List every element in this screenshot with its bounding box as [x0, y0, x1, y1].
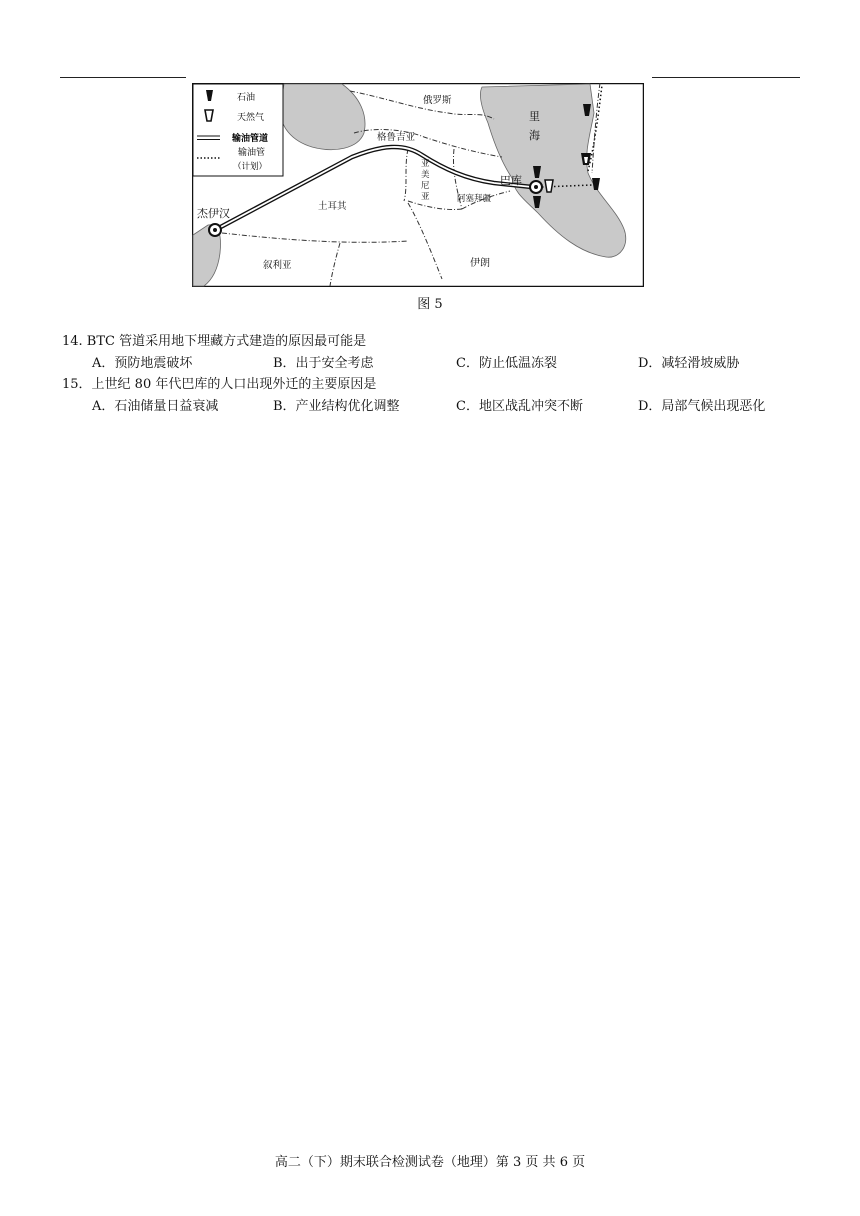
label-caspian-1: 里 [529, 110, 540, 123]
page-footer: 高二（下）期末联合检测试卷（地理）第 3 页 共 6 页 [274, 1155, 586, 1170]
legend-pipeline-label: 输油管道 [232, 134, 269, 144]
label-iran: 伊朗 [470, 258, 490, 269]
label-georgia: 格鲁吉亚 [377, 132, 416, 143]
question-14-option-c: C．防止低温冻裂 [456, 356, 557, 371]
question-14-option-a: A．预防地震破坏 [92, 356, 193, 371]
label-caspian-2: 海 [529, 129, 540, 142]
question-14-option-b: B．出于安全考虑 [273, 356, 374, 371]
label-armenia-1: 亚 [421, 159, 430, 169]
label-russia: 俄罗斯 [423, 95, 452, 106]
baku-marker [530, 181, 542, 193]
header-rule-right [652, 77, 800, 78]
question-14-option-d: D．减轻滑坡威胁 [638, 356, 740, 371]
label-turkey: 土耳其 [318, 201, 347, 212]
label-armenia-3: 尼 [421, 181, 430, 191]
question-15-option-b: B．产业结构优化调整 [273, 399, 400, 414]
header-rule-left [60, 77, 186, 78]
label-baku: 巴库 [500, 174, 522, 187]
label-ceyhan: 杰伊汉 [197, 207, 230, 220]
question-15-option-c: C．地区战乱冲突不断 [456, 399, 583, 414]
legend-gas-label: 天然气 [237, 113, 265, 123]
label-armenia-4: 亚 [421, 192, 430, 202]
gas-symbol [545, 180, 553, 192]
legend-gas-icon [205, 110, 213, 121]
question-15-option-a: A．石油储量日益衰减 [92, 399, 219, 414]
label-armenia-2: 美 [421, 170, 430, 180]
ceyhan-marker [209, 224, 221, 236]
label-syria: 叙利亚 [263, 260, 292, 271]
label-azerbaijan: 阿塞拜疆 [457, 194, 492, 204]
question-14-stem: 14. BTC 管道采用地下埋藏方式建造的原因最可能是 [62, 334, 367, 349]
legend-planned-label: 输油管 [238, 148, 266, 158]
legend-planned-note: （计划） [233, 162, 268, 172]
figure-caption: 图 5 [417, 297, 443, 312]
question-15-stem: 15．上世纪 80 年代巴库的人口出现外迁的主要原因是 [62, 377, 377, 392]
legend-oil-label: 石油 [237, 93, 256, 103]
map-figure [192, 83, 644, 287]
question-15-option-d: D．局部气候出现恶化 [638, 399, 766, 414]
